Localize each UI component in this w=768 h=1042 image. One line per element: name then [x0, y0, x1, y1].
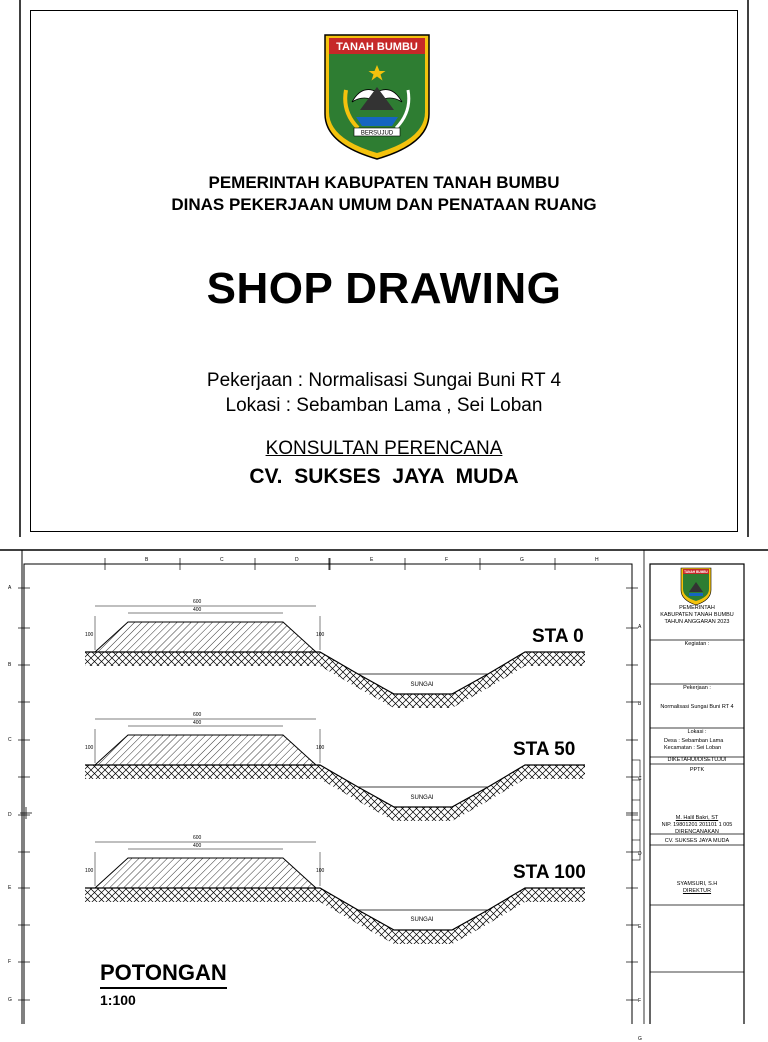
gov-line-2: DINAS PEKERJAAN UMUM DAN PENATAAN RUANG	[171, 195, 597, 214]
svg-text:BERSUJUD: BERSUJUD	[360, 130, 394, 137]
tanah-bumbu-logo	[322, 32, 432, 162]
cross-section-1	[85, 719, 585, 821]
grid-label-right: F	[638, 998, 642, 1004]
dim-inner-1: 400	[193, 607, 202, 613]
grid-label-right: G	[638, 1036, 642, 1042]
side-legend	[632, 760, 640, 860]
cross-section-0	[85, 606, 585, 708]
title-block-agency: PEMERINTAH KABUPATEN TANAH BUMBU TAHUN ANGGARAN 2023	[660, 605, 734, 625]
grid-label-left: G	[8, 997, 12, 1003]
grid-label-top: C	[220, 557, 224, 563]
direktur-label: DIREKTUR	[682, 888, 712, 894]
drawing-title: POTONGAN	[100, 960, 227, 989]
dim-top-1: 600	[193, 599, 202, 605]
government-heading	[0, 172, 768, 216]
grid-label-left: B	[8, 662, 12, 668]
diketahui-label: DIKETAHUI/DISETUJUI	[667, 757, 727, 763]
dim-side-3a: 100	[85, 868, 94, 874]
grid-label-left: E	[8, 885, 12, 891]
grid-label-right: D	[638, 851, 642, 857]
pptk-nip: NIP. 19801201 201101 1 005	[661, 822, 733, 828]
grid-label-left: C	[8, 737, 12, 743]
project-info	[0, 368, 768, 418]
dim-side-1b: 100	[316, 632, 325, 638]
konsultan-label: KONSULTAN PERENCANA	[265, 438, 503, 459]
dim-inner-3: 400	[193, 843, 202, 849]
desa-text: Desa : Sebamban Lama	[664, 738, 724, 744]
grid-label-right: A	[638, 624, 642, 630]
river-label-2: SUNGAI	[410, 795, 434, 801]
dim-top-3: 600	[193, 835, 202, 841]
kecamatan-text: Kecamatan : Sei Loban	[664, 745, 722, 751]
gov-line-1: PEMERINTAH KABUPATEN TANAH BUMBU	[208, 173, 560, 192]
dim-side-3b: 100	[316, 868, 325, 874]
lokasi-text: Lokasi : Sebamban Lama , Sei Loban	[225, 395, 543, 416]
direncanakan-label: DIRENCANAKAN	[675, 829, 719, 835]
grid-label-left: A	[8, 585, 12, 591]
cross-sections	[85, 606, 585, 944]
kegiatan-label: Kegiatan :	[684, 641, 710, 647]
sta-100-label: STA 100	[513, 862, 586, 883]
sta-0-label: STA 0	[532, 626, 584, 647]
grid-label-top: H	[595, 557, 599, 563]
grid-label-top: F	[445, 557, 449, 563]
grid-label-top: E	[370, 557, 374, 563]
dim-side-1a: 100	[85, 632, 94, 638]
embankment	[95, 622, 316, 652]
grid-label-top: G	[520, 557, 524, 563]
pptk-name: M. Halil Bakri, ST	[675, 815, 719, 821]
cross-section-2	[85, 842, 585, 944]
grid-label-top: D	[295, 557, 299, 563]
pekerjaan-label: Pekerjaan :	[683, 685, 711, 691]
grid-label-right: C	[638, 776, 642, 782]
grid-label-left: F	[8, 959, 12, 965]
document-title: SHOP DRAWING	[206, 264, 562, 313]
river-label-1: SUNGAI	[410, 682, 434, 688]
pptk-label: PPTK	[689, 767, 705, 773]
konsultan-name: CV. SUKSES JAYA MUDA	[249, 465, 519, 488]
embankment	[95, 858, 316, 888]
svg-text:TANAH BUMBU: TANAH BUMBU	[336, 41, 418, 53]
direktur-name: SYAMSURI, S.H	[676, 881, 718, 887]
lokasi-label: Lokasi :	[687, 729, 707, 735]
grid-label-right: B	[638, 701, 642, 707]
grid-label-left: D	[8, 812, 12, 818]
svg-text:TANAH BUMBU: TANAH BUMBU	[684, 570, 708, 574]
river-label-3: SUNGAI	[410, 917, 434, 923]
dim-top-2: 600	[193, 712, 202, 718]
dim-side-2b: 100	[316, 745, 325, 751]
dim-side-2a: 100	[85, 745, 94, 751]
drawing-scale: 1:100	[100, 992, 136, 1008]
embankment	[95, 735, 316, 765]
title-block-konsultan: CV. SUKSES JAYA MUDA	[664, 838, 730, 844]
grid-label-top: B	[145, 557, 149, 563]
sta-50-label: STA 50	[513, 739, 576, 760]
pekerjaan-value: Normalisasi Sungai Buni RT 4	[660, 704, 734, 710]
grid-label-right: E	[638, 924, 642, 930]
dim-inner-2: 400	[193, 720, 202, 726]
pekerjaan-text: Pekerjaan : Normalisasi Sungai Buni RT 4	[206, 370, 562, 391]
title-block-frame	[650, 564, 744, 1024]
title-block-logo	[681, 568, 711, 605]
